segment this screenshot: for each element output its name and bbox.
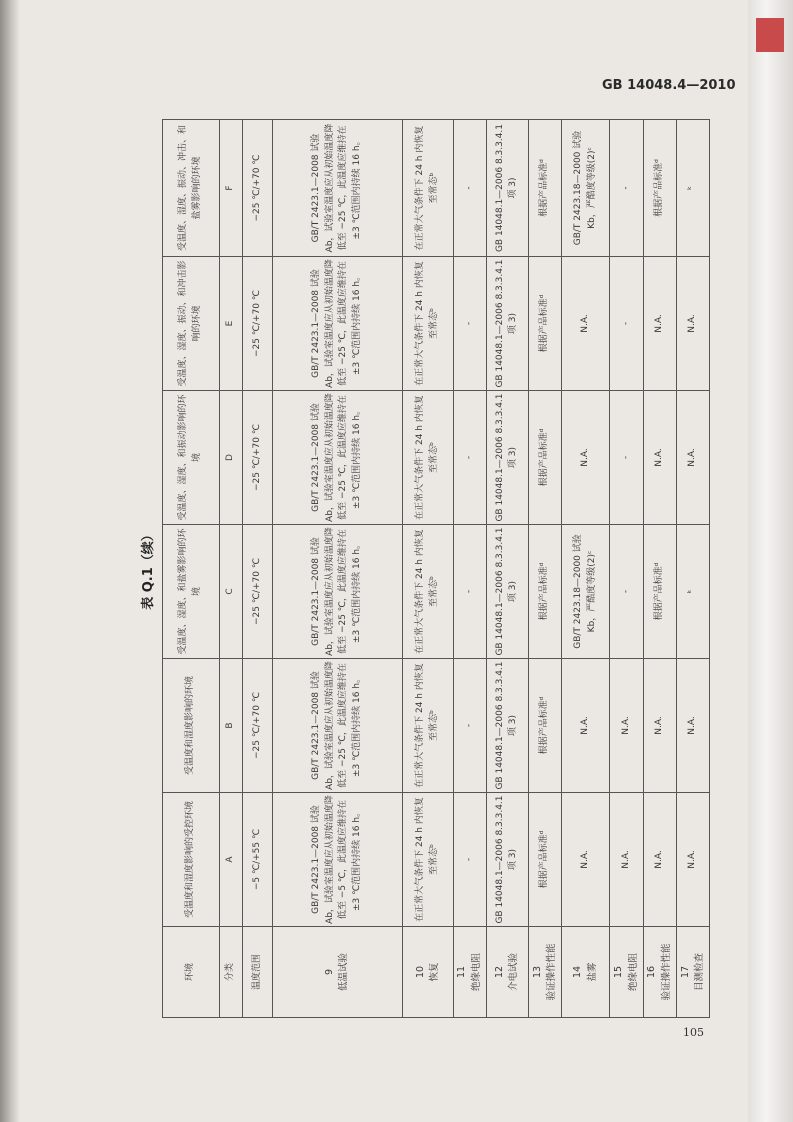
table-cell: - — [453, 525, 486, 659]
step-number: 15 — [613, 965, 625, 979]
step-number: 11 — [456, 965, 468, 979]
env-header-d: 受温度、湿度、和振动影响的环境 — [163, 391, 220, 525]
test-step-label — [643, 927, 676, 1018]
step-name: 验证操作性能 — [660, 943, 672, 1001]
table-row — [610, 120, 643, 1018]
table-cell: 在正常大气条件下 24 h 内恢复至常态ᵇ — [403, 525, 454, 659]
table-cell: N.A. — [643, 391, 676, 525]
table-row — [676, 120, 709, 1018]
test-step-label — [403, 927, 454, 1018]
table-row — [562, 120, 610, 1018]
table-cell: 根据产品标准ᵈ — [528, 391, 561, 525]
environment-header-row — [163, 120, 220, 1018]
table-cell: N.A. — [676, 257, 709, 391]
table-caption: 表 Q.1（续） — [141, 528, 156, 610]
table-cell: - — [610, 257, 643, 391]
table-cell: GB/T 2423.1—2008 试验 Ab，试验室温度应从初始温度降低至 −25 ℃，此温度应维持在±3 ℃范围内持续 16 h。 — [272, 257, 403, 391]
table-cell: GB 14048.1—2006 8.3.3.4.1 项 3) — [486, 257, 528, 391]
table-cell: 根据产品标准ᵈ — [528, 659, 561, 793]
step-name: 低温试验 — [338, 953, 350, 992]
table-cell: - — [453, 120, 486, 257]
range-c: −25 ℃/+70 ℃ — [243, 525, 273, 659]
table-cell: - — [453, 391, 486, 525]
table-cell: N.A. — [643, 659, 676, 793]
table-cell: 在正常大气条件下 24 h 内恢复至常态ᵇ — [403, 120, 454, 257]
category-row — [219, 120, 242, 1018]
env-header-e: 受温度、湿度、振动、和冲击影响的环境 — [163, 257, 220, 391]
step-name: 恢复 — [428, 962, 440, 982]
step-number: 16 — [646, 965, 658, 979]
table-cell: 根据产品标准ᵈ — [643, 120, 676, 257]
table-cell: GB/T 2423.1—2008 试验 Ab，试验室温度应从初始温度降低至 −5 ℃，此温度应维持在±3 ℃范围内持续 16 h。 — [272, 793, 403, 927]
step-name: 绝缘电阻 — [627, 953, 639, 992]
table-cell: - — [610, 391, 643, 525]
range-f: −25 ℃/+70 ℃ — [243, 120, 273, 257]
test-step-label — [528, 927, 561, 1018]
test-step-label — [676, 927, 709, 1018]
test-step-label — [486, 927, 528, 1018]
table-row — [528, 120, 561, 1018]
step-number: 9 — [324, 968, 336, 976]
table-cell: N.A. — [676, 793, 709, 927]
table-cell: N.A. — [610, 659, 643, 793]
test-step-label — [562, 927, 610, 1018]
table-cell: GB/T 2423.1—2008 试验 Ab，试验室温度应从初始温度降低至 −25 ℃，此温度应维持在±3 ℃范围内持续 16 h。 — [272, 120, 403, 257]
table-cell: N.A. — [610, 793, 643, 927]
table-cell: 在正常大气条件下 24 h 内恢复至常态ᵇ — [403, 257, 454, 391]
step-number: 13 — [531, 965, 543, 979]
table-cell: - — [453, 257, 486, 391]
table-cell: GB 14048.1—2006 8.3.3.4.1 项 3) — [486, 120, 528, 257]
red-tab-marker — [756, 18, 784, 52]
table-cell: N.A. — [562, 659, 610, 793]
step-name: 盐雾 — [586, 962, 598, 982]
table-cell: GB 14048.1—2006 8.3.3.4.1 项 3) — [486, 391, 528, 525]
standard-code: GB 14048.4—2010 — [602, 78, 736, 93]
class-c: C — [219, 525, 242, 659]
page-edge-strip — [748, 0, 793, 1122]
table-cell: ᵏ — [676, 120, 709, 257]
table-cell: 根据产品标准ᵈ — [528, 257, 561, 391]
table-cell: GB 14048.1—2006 8.3.3.4.1 项 3) — [486, 659, 528, 793]
corner-label: 环境 — [163, 927, 220, 1018]
table-cell: 在正常大气条件下 24 h 内恢复至常态ᵇ — [403, 391, 454, 525]
table-cell: N.A. — [562, 793, 610, 927]
table-cell: N.A. — [676, 391, 709, 525]
rotated-table-block — [140, 120, 710, 1018]
test-step-label — [610, 927, 643, 1018]
class-b: B — [219, 659, 242, 793]
table-row — [643, 120, 676, 1018]
class-f: F — [219, 120, 242, 257]
table-cell: GB/T 2423.1—2008 试验 Ab，试验室温度应从初始温度降低至 −25 ℃，此温度应维持在±3 ℃范围内持续 16 h。 — [272, 525, 403, 659]
table-cell: - — [610, 120, 643, 257]
env-header-b: 受温度和湿度影响的环境 — [163, 659, 220, 793]
class-a: A — [219, 793, 242, 927]
table-cell: GB/T 2423.1—2008 试验 Ab，试验室温度应从初始温度降低至 −25 ℃，此温度应维持在±3 ℃范围内持续 16 h。 — [272, 659, 403, 793]
binder-shadow — [0, 0, 20, 1122]
table-cell: 根据产品标准ᵈ — [643, 525, 676, 659]
category-label: 分类 — [219, 927, 242, 1018]
step-name: 介电试验 — [508, 953, 520, 992]
class-d: D — [219, 391, 242, 525]
table-row — [272, 120, 403, 1018]
table-cell: 在正常大气条件下 24 h 内恢复至常态ᵇ — [403, 659, 454, 793]
step-number: 12 — [494, 965, 506, 979]
step-name: 目测检查 — [693, 953, 705, 992]
table-cell: N.A. — [643, 793, 676, 927]
range-b: −25 ℃/+70 ℃ — [243, 659, 273, 793]
test-rows — [272, 120, 710, 1018]
env-header-c: 受温度、湿度、和盐雾影响的环境 — [163, 525, 220, 659]
step-number: 10 — [414, 965, 426, 979]
env-header-f: 受温度、湿度、振动、冲击、和盐雾影响的环境 — [163, 120, 220, 257]
table-row — [453, 120, 486, 1018]
range-e: −25 ℃/+70 ℃ — [243, 257, 273, 391]
class-e: E — [219, 257, 242, 391]
table-cell: N.A. — [562, 391, 610, 525]
table-cell: 根据产品标准ᵈ — [528, 525, 561, 659]
page-number: 105 — [683, 1026, 704, 1039]
test-step-label — [272, 927, 403, 1018]
table-cell: - — [453, 659, 486, 793]
table-cell: GB 14048.1—2006 8.3.3.4.1 项 3) — [486, 525, 528, 659]
step-number: 14 — [572, 965, 584, 979]
table-cell: - — [610, 525, 643, 659]
temperature-range-row — [243, 120, 273, 1018]
table-cell: 在正常大气条件下 24 h 内恢复至常态ᵇ — [403, 793, 454, 927]
table-cell: GB 14048.1—2006 8.3.3.4.1 项 3) — [486, 793, 528, 927]
env-header-a: 受温度和湿度影响的受控环境 — [163, 793, 220, 927]
table-cell: N.A. — [676, 659, 709, 793]
table-cell: GB/T 2423.18—2000 试验 Kb，严酷度等级(2)ᶜ — [562, 525, 610, 659]
range-d: −25 ℃/+70 ℃ — [243, 391, 273, 525]
step-name: 验证操作性能 — [545, 943, 557, 1001]
table-cell: 根据产品标准ᵈ — [528, 793, 561, 927]
table-cell: - — [453, 793, 486, 927]
step-name: 绝缘电阻 — [470, 953, 482, 992]
environment-test-table — [162, 119, 710, 1018]
table-cell: N.A. — [643, 257, 676, 391]
table-cell: GB/T 2423.1—2008 试验 Ab，试验室温度应从初始温度降低至 −25 ℃，此温度应维持在±3 ℃范围内持续 16 h。 — [272, 391, 403, 525]
table-cell: ᵏ — [676, 525, 709, 659]
test-step-label — [453, 927, 486, 1018]
range-a: −5 ℃/+55 ℃ — [243, 793, 273, 927]
temp-range-label: 温度范围 — [243, 927, 273, 1018]
table-cell: 根据产品标准ᵈ — [528, 120, 561, 257]
table-cell: N.A. — [562, 257, 610, 391]
step-number: 17 — [679, 965, 691, 979]
table-row — [403, 120, 454, 1018]
table-cell: GB/T 2423.18—2000 试验 Kb，严酷度等级(2)ᶜ — [562, 120, 610, 257]
table-row — [486, 120, 528, 1018]
